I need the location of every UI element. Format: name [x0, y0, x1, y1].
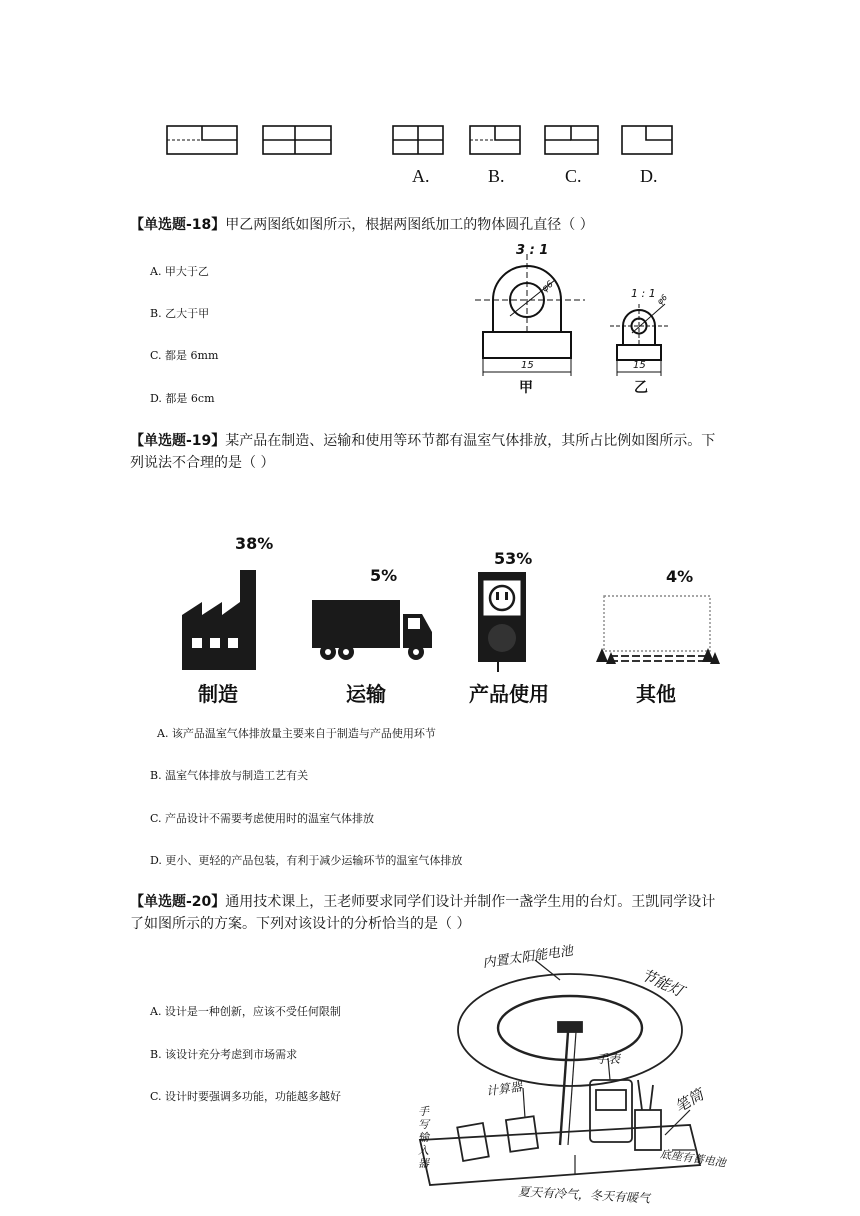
q17-option-c-figure [545, 126, 598, 154]
q18-left-width: 15 [521, 360, 534, 371]
other-icon [596, 596, 720, 664]
q20-option-c[interactable]: C. 设计时要强调多功能，功能越多越好 [150, 1090, 342, 1103]
truck-icon [312, 600, 432, 660]
q18-left-diameter: φ6 [540, 279, 556, 295]
q19-category-label: 制造 [198, 682, 238, 706]
power-meter-icon [478, 572, 526, 672]
q20-label-handwriting: 手写输入器 [418, 1105, 429, 1170]
q17-front-view [167, 126, 237, 154]
q19-option-c[interactable]: C. 产品设计不需要考虑使用时的温室气体排放 [150, 812, 375, 825]
q18-right-name: 乙 [634, 380, 648, 396]
q20-label-battery: 底座有蓄电池 [659, 1147, 727, 1170]
factory-icon [182, 570, 256, 670]
q20-lamp-sketch [410, 940, 760, 1210]
q19-option-a[interactable]: A. 该产品温室气体排放量主要来自于制造与产品使用环节 [157, 727, 436, 740]
q18-option-d[interactable]: D. 都是 6cm [150, 392, 215, 405]
q20-label-aircon: 夏天有冷气，冬天有暖气 [517, 1184, 651, 1206]
q18-option-c[interactable]: C. 都是 6mm [150, 349, 219, 362]
q17-option-a-figure [393, 126, 443, 154]
q18-option-a[interactable]: A. 甲大于乙 [150, 265, 209, 278]
q19-category-label: 其他 [636, 682, 676, 706]
q19-category-label: 运输 [346, 682, 386, 706]
q19-label: 【单选题-19】 [130, 433, 226, 449]
q19-value-label: 53% [494, 549, 533, 568]
q20-label: 【单选题-20】 [130, 894, 226, 910]
q18-question [130, 214, 730, 236]
pen-holder-icon [635, 1110, 661, 1150]
q19-chart-icons [170, 540, 730, 680]
q19-value-label: 4% [666, 567, 694, 586]
q19-value-label: 38% [235, 534, 274, 553]
q17-letter-d[interactable]: D. [640, 166, 658, 186]
q20-label-pen: 笔筒 [671, 1085, 707, 1117]
q17-option-d-figure [622, 126, 672, 154]
q18-left-name: 甲 [519, 380, 533, 396]
q20-label-clock: 手表 [596, 1052, 621, 1066]
q18-left-base [483, 332, 571, 358]
q18-option-b[interactable]: B. 乙大于甲 [150, 307, 210, 320]
q17-top-view [263, 126, 331, 154]
q18-label: 【单选题-18】 [130, 217, 226, 233]
q20-label-lamp: 节能灯 [638, 965, 687, 1001]
q18-right-base [617, 345, 661, 360]
q20-label-calculator: 计算器 [485, 1079, 523, 1099]
q20-text: 通用技术课上，王老师要求同学们设计并制作一盏学生用的台灯。王凯同学设计了如图所示的方案。下列对该设计的分析恰当的是（ ） [130, 894, 716, 932]
q18-text: 甲乙两图纸如图所示，根据两图纸加工的物体圆孔直径（ ） [225, 217, 594, 233]
q20-option-b[interactable]: B. 该设计充分考虑到市场需求 [150, 1048, 298, 1061]
q19-option-d[interactable]: D. 更小、更轻的产品包装，有利于减少运输环节的温室气体排放 [150, 854, 463, 867]
q20-question [130, 891, 720, 935]
q17-option-b-figure [470, 126, 520, 154]
q18-right-width: 15 [633, 360, 646, 371]
q20-option-a[interactable]: A. 设计是一种创新，应该不受任何限制 [150, 1005, 341, 1018]
writing-pad-icon [457, 1123, 489, 1161]
q19-question [130, 430, 720, 474]
q17-letter-b[interactable]: B. [488, 166, 505, 186]
q19-value-label: 5% [370, 566, 398, 585]
q20-label-solar: 内置太阳能电池 [481, 943, 574, 972]
q19-option-b[interactable]: B. 温室气体排放与制造工艺有关 [150, 769, 309, 782]
q18-right-diameter: φ6 [655, 292, 670, 307]
q17-figure [160, 120, 700, 190]
lamp-head [558, 1022, 582, 1032]
q19-text: 某产品在制造、运输和使用等环节都有温室气体排放，其所占比例如图所示。下列说法不合理的是（ ） [130, 433, 716, 471]
q19-category-label: 产品使用 [469, 682, 549, 706]
q17-letter-c[interactable]: C. [565, 166, 582, 186]
q18-left-scale: 3 : 1 [516, 243, 549, 258]
q17-letter-a[interactable]: A. [412, 166, 430, 186]
q18-figure [475, 240, 690, 395]
lamp-arm [560, 1032, 568, 1145]
q18-right-scale: 1 : 1 [631, 287, 656, 300]
